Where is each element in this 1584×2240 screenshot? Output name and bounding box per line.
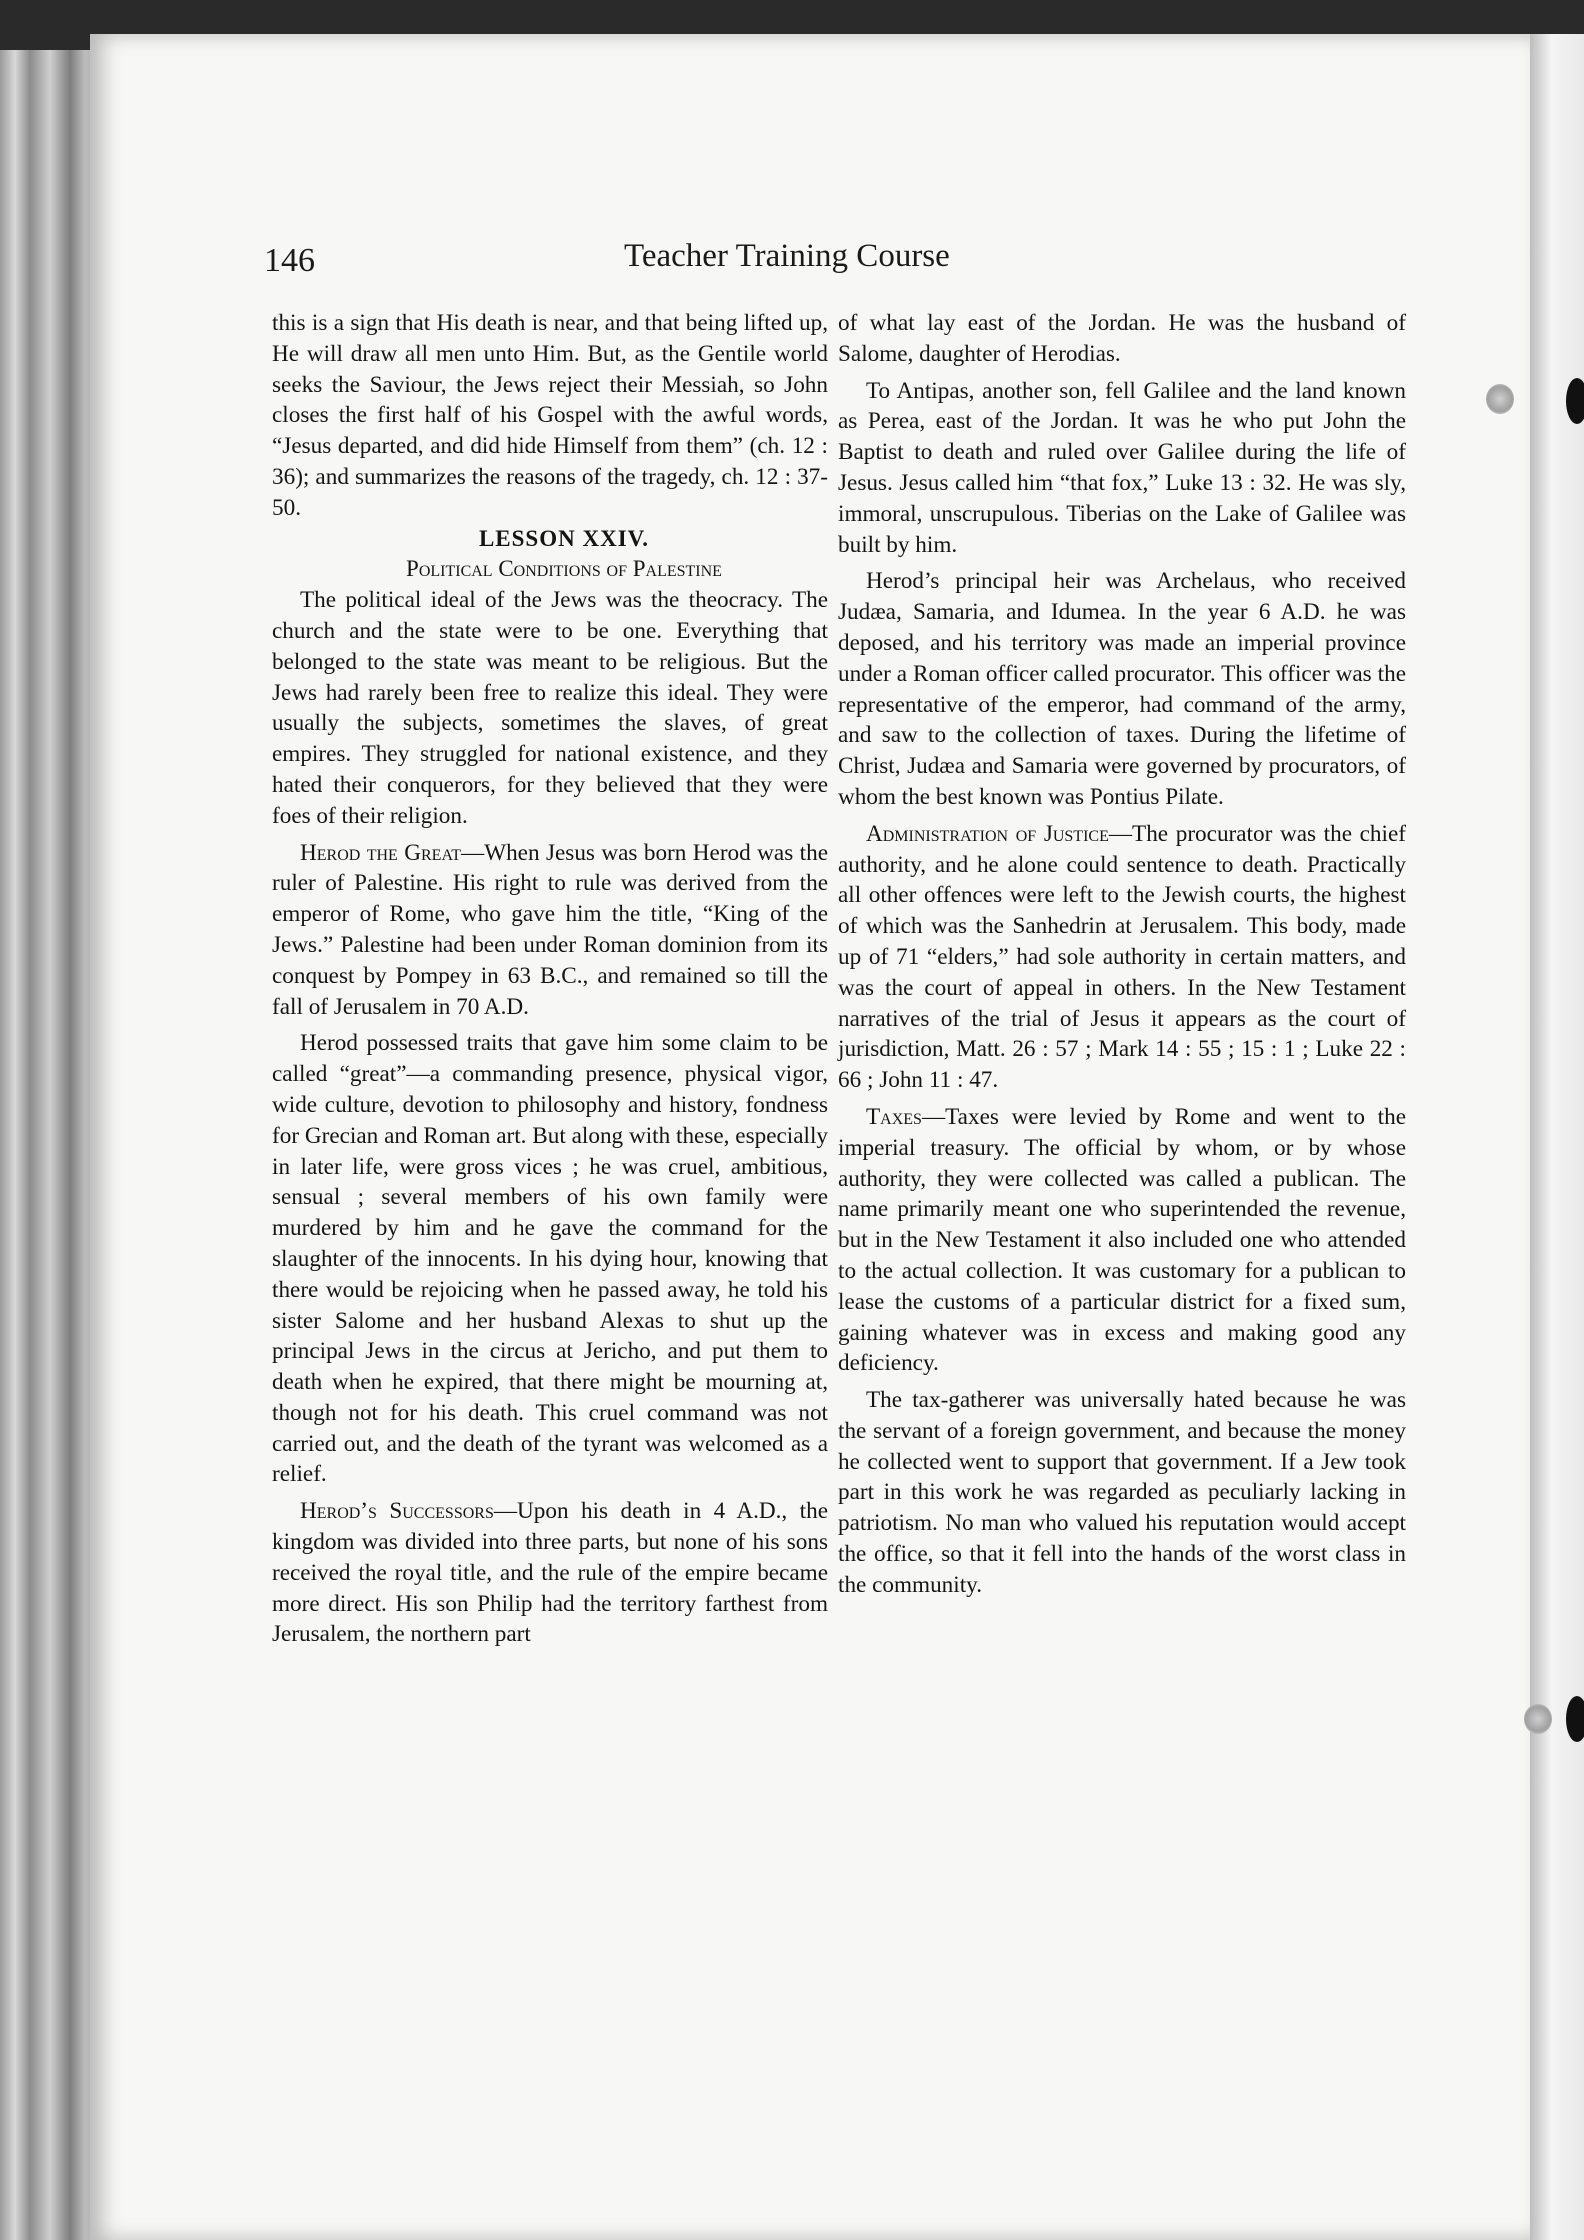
binding-hole-bottom (1566, 1696, 1584, 1742)
paragraph: To Antipas, another son, fell Galilee and the land known as Perea, east of the Jordan. It was he who put John the Baptist to death and ruled over Galilee during the life of Jesus. Jesus called him “that fox,” Luke 13 : 32. He was sly, immoral, unscrupulous. Tiberias on the Lake of Galilee was built by him. (838, 377, 1406, 558)
paragraph: this is a sign that His death is near, and that being lifted up, He will draw all men unto Him. But, as the Gentile world seeks the Saviour, the Jews reject their Messiah, so John closes the first half of his Gospel with the awful words, “Jesus departed, and did hide Himself from them” (ch. 12 : 36); and summarizes the reasons of the tragedy, ch. 12 : 37-50. (272, 310, 828, 521)
paragraph (272, 1496, 828, 1650)
binding-hole-shadow-bottom (1524, 1704, 1552, 1734)
paragraph (272, 838, 828, 1023)
left-column (272, 308, 828, 1650)
paragraph (838, 819, 1406, 1096)
paragraph (838, 1102, 1406, 1379)
running-title: Teacher Training Course (624, 238, 950, 274)
lesson-title: LESSON XXIV. (478, 525, 650, 551)
right-column (838, 308, 1406, 1601)
subheading: Administration of Justice (866, 820, 1109, 847)
paragraph: Herod’s principal heir was Archelaus, who received Judæa, Samaria, and Idumea. In the year 6 A.D. he was deposed, and his territory was made an imperial province under a Roman officer called procurator. This officer was the representative of the emperor, had command of the army, and saw to the collection of taxes. During the lifetime of Christ, Judæa and Samaria were governed by procurators, of whom the best known was Pontius Pilate. (838, 568, 1406, 810)
paragraph: The political ideal of the Jews was the theocracy. The church and the state were to be one. Everything that belonged to the state was meant to be religious. But the Jews had rarely been free to realize this ideal. They were usually the subjects, sometimes the slaves, of great empires. They struggled for national existence, and they hated their conquerors, for they believed that they were foes of their religion. (272, 587, 828, 829)
paragraph: of what lay east of the Jordan. He was the husband of Salome, daughter of Herodias. (838, 310, 1406, 367)
page-number: 146 (264, 242, 315, 279)
page-header (264, 238, 1024, 288)
subheading: Herod’s Successors (300, 1498, 494, 1525)
subheading: Herod the Great (300, 839, 462, 866)
paragraph-text: —Upon his death in 4 A.D., the kingdom was divided into three parts, but none of his sons received the royal title, and the rule of the empire became more direct. His son Philip had the territory farthest from Jerusalem, the northern part (272, 1498, 828, 1648)
section-title: Political Conditions of Palestine (406, 556, 722, 582)
paragraph-text: —When Jesus was born Herod was the ruler of Palestine. His right to rule was derived from the emperor of Rome, who gave him the title, “King of the Jews.” Palestine had been under Roman dominion from its conquest by Pompey in 63 B.C., and remained so till the fall of Jerusalem in 70 A.D. (272, 839, 828, 1020)
paragraph-text: —The procurator was the chief authority, and he alone could sentence to death. Practically all other offences were left to the Jewish courts, the highest of which was the Sanhedrin at Jerusalem. This body, made up of 71 “elders,” had sole authority in certain matters, and was the court of appeal in others. In the New Testament narratives of the trial of Jesus it appears as the court of jurisdiction, Matt. 26 : 57 ; Mark 14 : 55 ; 15 : 1 ; Luke 22 : 66 ; John 11 : 47. (838, 820, 1406, 1094)
paragraph: The tax-gatherer was universally hated because he was the servant of a foreign government, and because the money he collected went to support that government. If a Jew took part in this work he was regarded as peculiarly lacking in patriotism. No man who valued his reputation would accept the office, so that it fell into the hands of the worst class in the community. (838, 1387, 1406, 1598)
subheading: Taxes (866, 1103, 922, 1130)
paragraph: Herod possessed traits that gave him some claim to be called “great”—a commanding presence, physical vigor, wide culture, devotion to philosophy and history, fondness for Grecian and Roman art. But along with these, especially in later life, were gross vices ; he was cruel, ambitious, sensual ; several members of his own family were murdered by him and he gave the command for the slaughter of the innocents. In his dying hour, knowing that there would be rejoicing when he passed away, he told his sister Salome and her husband Alexas to shut up the principal Jews in the circus at Jericho, and put them to death when he expired, that there might be mourning at, though not for his death. This cruel command was not carried out, and the death of the tyrant was welcomed as a relief. (272, 1030, 828, 1488)
binding-hole-shadow-top (1486, 384, 1514, 414)
paragraph-text: —Taxes were levied by Rome and went to the imperial treasury. The official by whom, or by whose authority, they were collected was called a publican. The name primarily meant one who superintended the revenue, but in the New Testament it also included one who attended to the actual collection. It was customary for a publican to lease the customs of a particular district for a fixed sum, gaining whatever was in excess and making good any deficiency. (838, 1103, 1406, 1377)
binding-hole-top (1566, 378, 1584, 424)
book-page-edges (0, 50, 100, 2240)
page-right-edge (1530, 34, 1584, 2240)
